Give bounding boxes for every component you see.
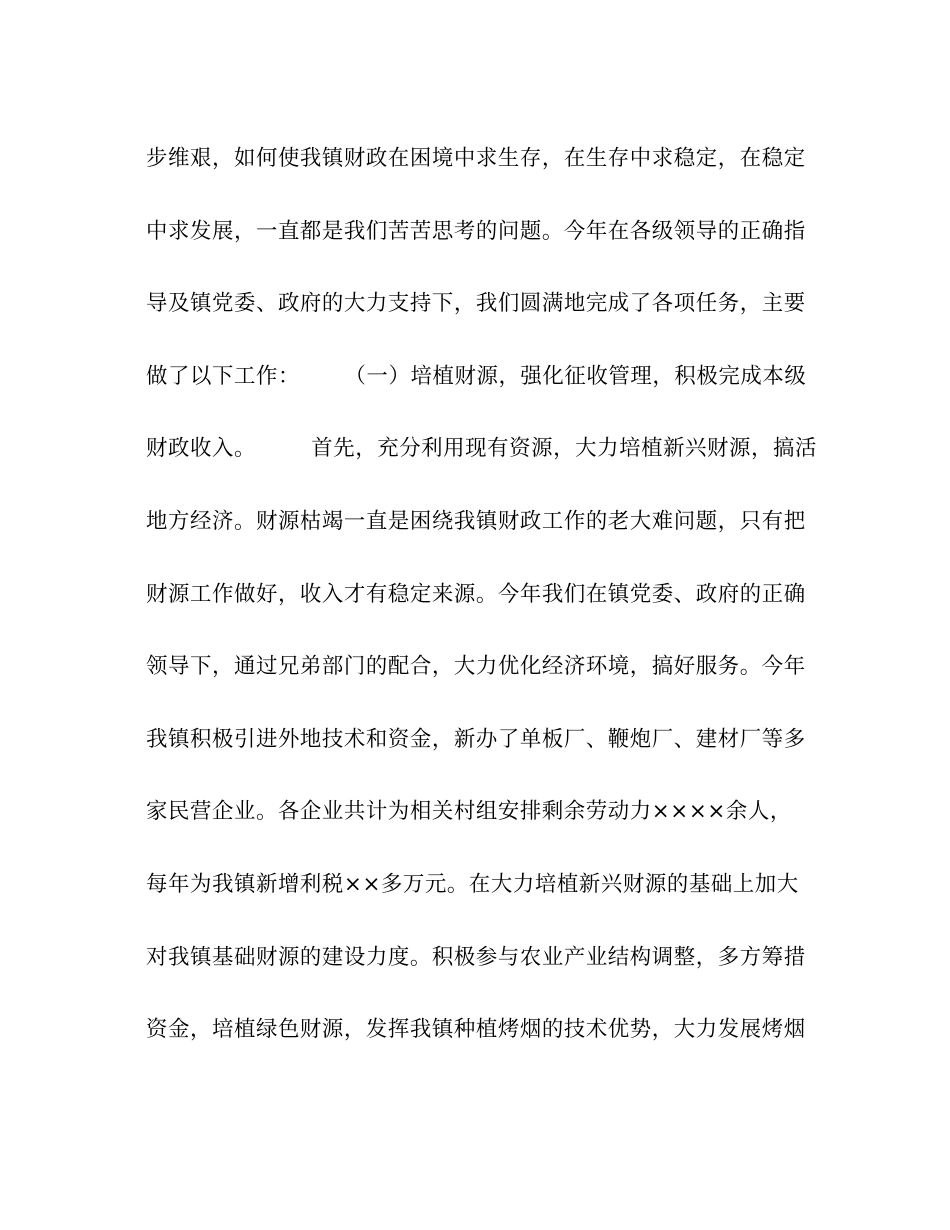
text-line: 领导下，通过兄弟部门的配合，大力优化经济环境，搞好服务。今年 [146,654,806,680]
text-line: 做了以下工作： （一）培植财源，强化征收管理，积极完成本级 [146,363,807,389]
text-line: 资金，培植绿色财源，发挥我镇种植烤烟的技术优势，大力发展烤烟 [146,1017,806,1043]
text-line: 对我镇基础财源的建设力度。积极参与农业产业结构调整，多方筹措 [146,944,806,970]
text-line: 地方经济。财源枯竭一直是困绕我镇财政工作的老大难问题，只有把 [146,508,806,534]
text-line: 中求发展，一直都是我们苦苦思考的问题。今年在各级领导的正确指 [146,218,806,244]
text-line: 我镇积极引进外地技术和资金，新办了单板厂、鞭炮厂、建材厂等多 [146,726,806,752]
text-line: 导及镇党委、政府的大力支持下，我们圆满地完成了各项任务，主要 [146,291,806,317]
text-line: 财政收入。 首先，充分利用现有资源，大力培植新兴财源，搞活 [146,436,818,462]
text-line: 财源工作做好，收入才有稳定来源。今年我们在镇党委、政府的正确 [146,581,806,607]
text-line: 家民营企业。各企业共计为相关村组安排剩余劳动力××××余人， [146,799,792,825]
body-text [146,137,818,1081]
text-line: 每年为我镇新增利税××多万元。在大力培植新兴财源的基础上加大 [146,871,799,897]
text-line: 步维艰，如何使我镇财政在困境中求生存，在生存中求稳定，在稳定 [146,146,806,171]
